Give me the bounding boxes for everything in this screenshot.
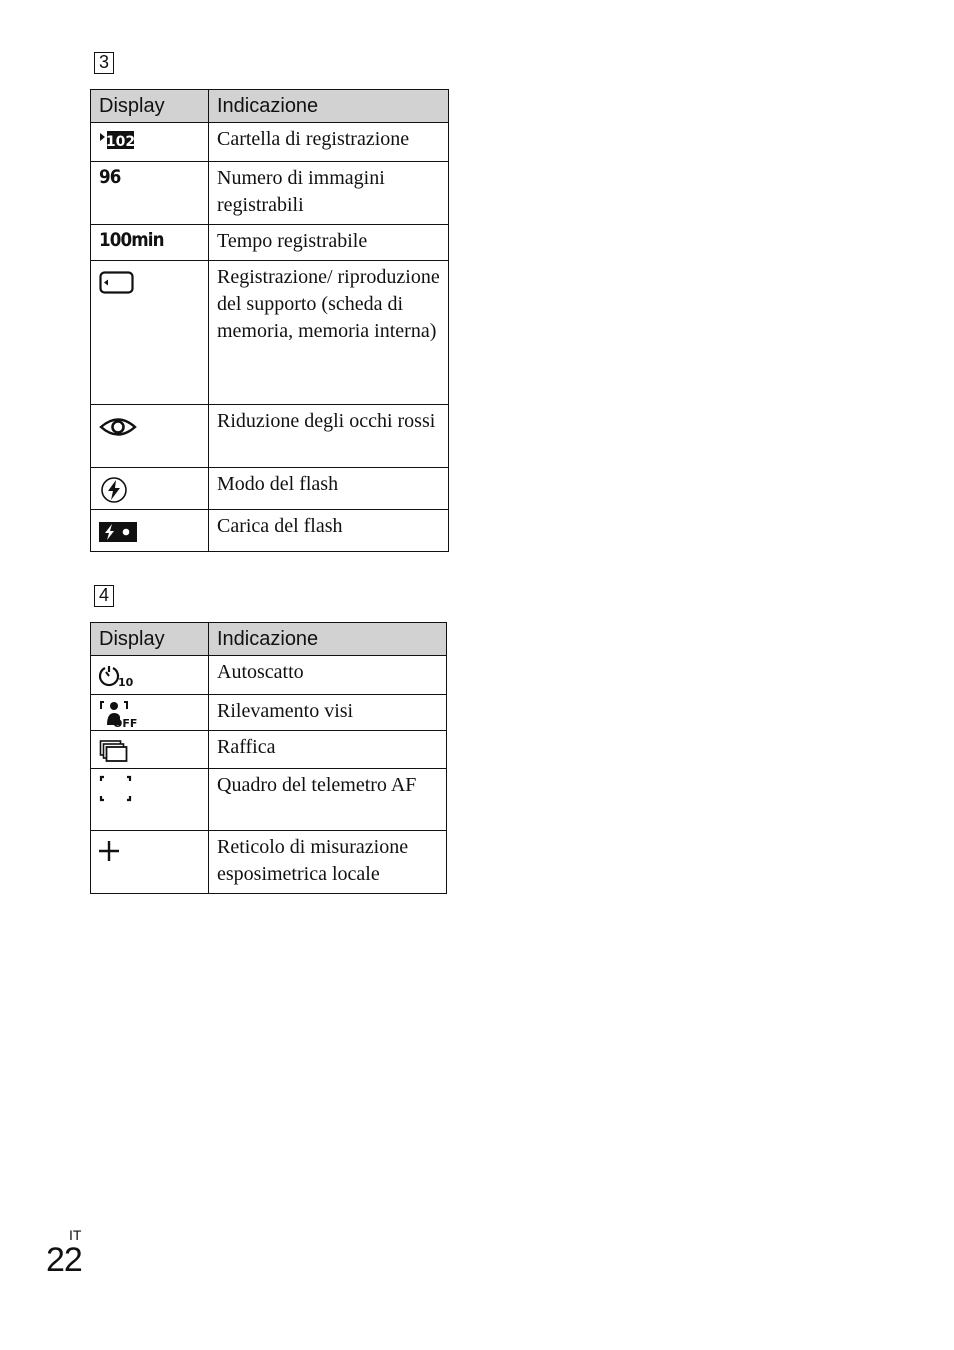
table-row [91,695,447,731]
af-range-finder-frame-icon [99,774,135,804]
table-row [91,405,449,468]
image-count-icon: 96 [99,166,121,188]
table-row [91,731,447,769]
page-number: 22 [46,1241,82,1279]
table-row [91,769,447,831]
row-text: Rilevamento visi [209,695,447,731]
table-header-row [91,90,449,123]
burst-icon [99,739,131,765]
flash-charge-icon [99,520,139,544]
spot-metering-crosshair-icon [99,839,129,865]
row-text: Numero di immagini registrabili [209,162,449,225]
row-text: Quadro del telemetro AF [209,769,447,831]
recording-folder-icon [99,129,135,151]
header-display: Display [91,90,209,123]
row-text: Raffica [209,731,447,769]
row-text: Cartella di registrazione [209,123,449,162]
row-text: Autoscatto [209,656,447,695]
table-row [91,831,447,894]
table-row [91,468,449,510]
table-row [91,510,449,552]
table-row [91,225,449,261]
face-detection-off-icon [99,700,139,728]
header-display: Display [91,623,209,656]
section-4-number: 4 [94,585,114,607]
header-indication: Indicazione [209,623,447,656]
table-row [91,162,449,225]
table-row [91,656,447,695]
row-text: Reticolo di misurazione esposimetrica locale [209,831,447,894]
folder-number: 102 [105,134,135,150]
page-language: IT [69,1227,82,1243]
section-4-table [90,622,447,894]
header-indication: Indicazione [209,90,449,123]
media-card-icon [99,271,135,295]
face-detection-off-label: OFF [113,717,138,728]
flash-mode-icon [99,476,129,504]
red-eye-icon [99,414,137,440]
self-timer-icon [99,664,135,688]
table-row [91,261,449,405]
recordable-time-icon: 100min [99,229,164,251]
row-text: Carica del flash [209,510,449,552]
table-row [91,123,449,162]
row-text: Modo del flash [209,468,449,510]
section-3-table [90,89,449,552]
row-text: Riduzione degli occhi rossi [209,405,449,468]
row-text: Tempo registrabile [209,225,449,261]
self-timer-seconds: 10 [118,676,134,688]
table-header-row [91,623,447,656]
section-3-number: 3 [94,52,114,74]
row-text: Registrazione/ riproduzione del supporto (scheda di memoria, memoria interna) [209,261,449,405]
